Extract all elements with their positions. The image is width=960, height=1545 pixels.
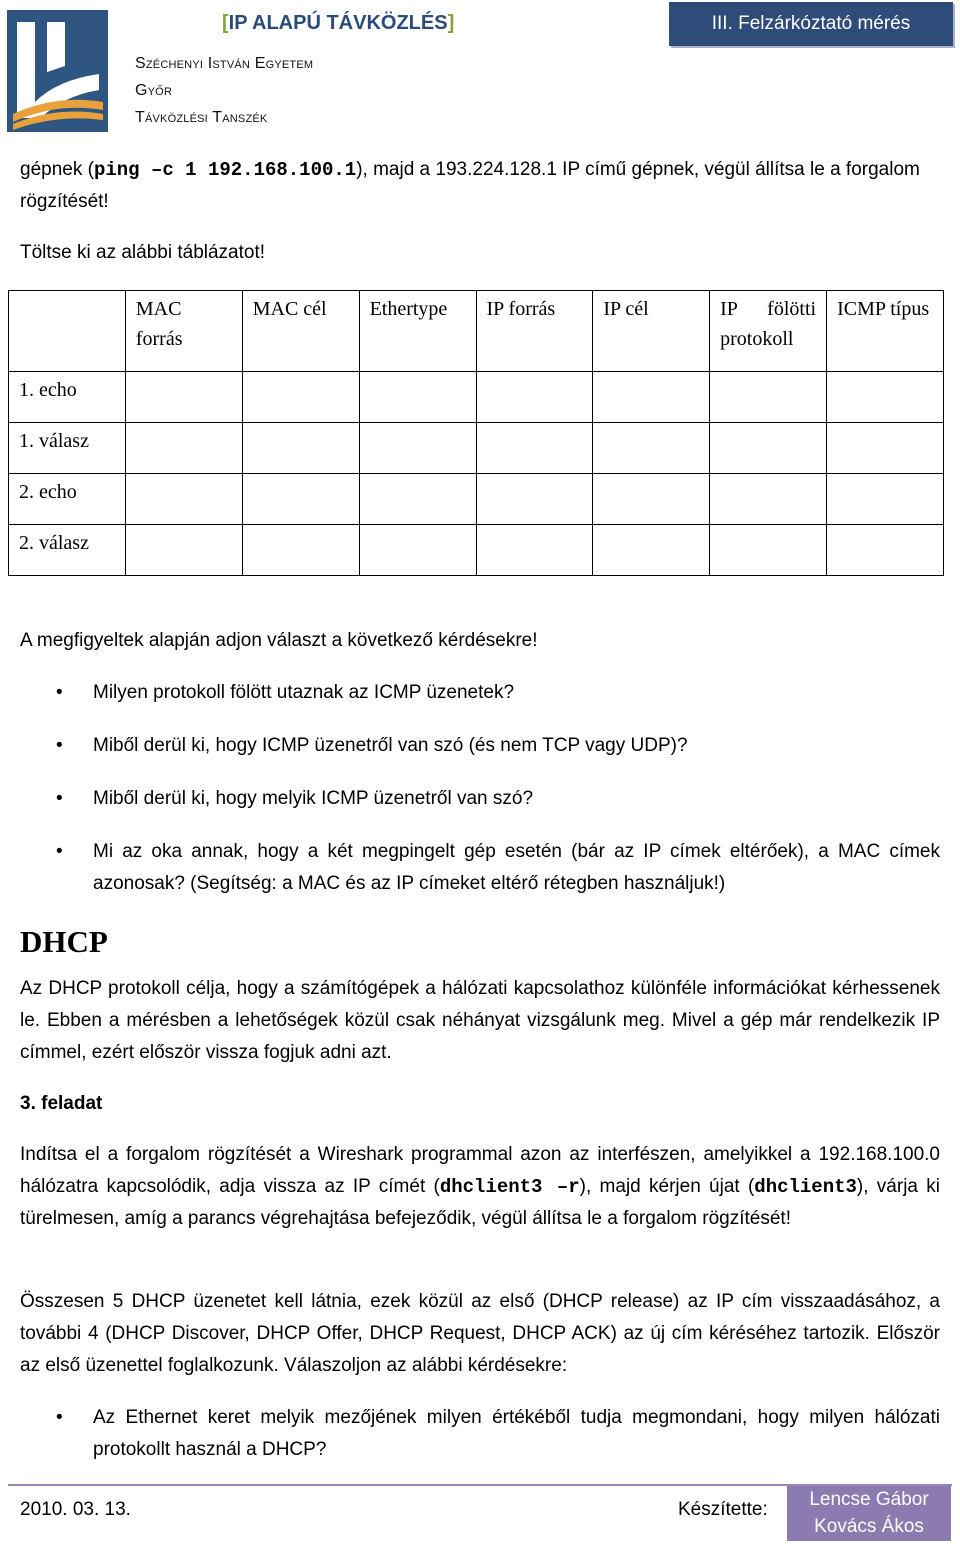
table-cell[interactable] <box>242 474 359 525</box>
footer-date: 2010. 03. 13. <box>20 1499 131 1520</box>
list-item: • Milyen protokoll fölött utaznak az ICMP üzenetek? <box>20 677 940 709</box>
row-label: 1. echo <box>9 372 126 423</box>
table-row <box>9 525 944 576</box>
table-instruction: Töltse ki az alábbi táblázatot! <box>20 242 266 263</box>
table-cell[interactable] <box>827 372 944 423</box>
list-item: • Mi az oka annak, hogy a két megpingelt gép esetén (bár az IP címek eltérőek), a MAC címek azonosak? (Segítség: a MAC és az IP címeket eltérő rétegben használjuk!) <box>20 836 940 900</box>
footer-authors <box>787 1486 951 1541</box>
dhcp-questions-list <box>20 1402 940 1466</box>
table-cell[interactable] <box>242 525 359 576</box>
table-cell[interactable] <box>593 474 710 525</box>
table-cell[interactable] <box>125 423 242 474</box>
table-header-cell: MAC forrás <box>125 291 242 372</box>
table-cell[interactable] <box>242 372 359 423</box>
questions-intro: A megfigyeltek alapján adjon választ a következő kérdésekre! <box>20 630 538 651</box>
table-cell[interactable] <box>710 423 827 474</box>
ping-command: ping –c 1 192.168.100.1 <box>93 159 357 181</box>
section-heading: DHCP <box>20 924 108 959</box>
table-header-cell: ICMP típus <box>827 291 944 372</box>
table-cell[interactable] <box>476 525 593 576</box>
list-item: • Miből derül ki, hogy melyik ICMP üzenetről van szó? <box>20 783 940 815</box>
table-header-cell <box>9 291 126 372</box>
table-header-cell: IP forrás <box>476 291 593 372</box>
table-cell[interactable] <box>242 423 359 474</box>
table-cell[interactable] <box>827 423 944 474</box>
university-line: Széchenyi István Egyetem <box>135 55 314 72</box>
intro-paragraph: gépnek (ping –c 1 192.168.100.1), majd a 193.224.128.1 IP című gépnek, végül állítsa le a forgalom rögzítését! <box>20 159 920 212</box>
table-row <box>9 423 944 474</box>
questions-list <box>20 677 940 900</box>
author-name: Lencse Gábor <box>809 1489 929 1510</box>
capture-table <box>8 290 944 576</box>
dhcp-summary: Összesen 5 DHCP üzenetet kell látnia, ezek közül az első (DHCP release) az IP cím visszaadásához, a további 4 (DHCP Discover, DHCP Offer, DHCP Request, DHCP ACK) az új cím kéréséhez tartozik. Először az első üzenettel foglalkozunk. Válaszoljon az alábbi kérdésekre: <box>20 1291 940 1376</box>
author-name: Kovács Ákos <box>814 1516 924 1537</box>
table-cell[interactable] <box>125 474 242 525</box>
list-item: • Az Ethernet keret melyik mezőjének milyen értékéből tudja megmondani, hogy milyen hálózati protokollt használ a DHCP? <box>20 1402 940 1466</box>
release-command: dhclient3 –r <box>439 1176 580 1198</box>
task-title: 3. feladat <box>20 1093 103 1114</box>
table-header-cell: IP cél <box>593 291 710 372</box>
department-line: Távközlési Tanszék <box>135 109 268 126</box>
row-label: 2. válasz <box>9 525 126 576</box>
table-row <box>9 474 944 525</box>
table-cell[interactable] <box>827 474 944 525</box>
city-line: Győr <box>135 82 173 99</box>
table-header-cell: IP fölötti protokoll <box>710 291 827 372</box>
table-cell[interactable] <box>827 525 944 576</box>
list-item: • Miből derül ki, hogy ICMP üzenetről van szó (és nem TCP vagy UDP)? <box>20 730 940 762</box>
table-header-cell: MAC cél <box>242 291 359 372</box>
table-row <box>9 372 944 423</box>
table-cell[interactable] <box>125 525 242 576</box>
table-cell[interactable] <box>359 423 476 474</box>
university-name <box>135 50 313 131</box>
document-title: [IP ALAPÚ TÁVKÖZLÉS] <box>222 12 455 34</box>
table-header-row <box>9 291 944 372</box>
task-paragraph: Indítsa el a forgalom rögzítését a Wireshark programmal azon az interfészen, amelyikkel a 192.168.100.0 hálózatra kapcsolódik, adja vissza az IP címét (dhclient3 –r), majd kérjen újat (dhclient3), várja ki türelmesen, amíg a parancs végrehajtása befejeződik, végül állítsa le a forgalom rögzítését! <box>20 1144 940 1229</box>
row-label: 1. válasz <box>9 423 126 474</box>
university-logo-icon <box>7 10 108 132</box>
table-cell[interactable] <box>476 474 593 525</box>
table-cell[interactable] <box>593 423 710 474</box>
footer-made-by-label: Készítette: <box>678 1499 768 1520</box>
table-cell[interactable] <box>593 525 710 576</box>
table-cell[interactable] <box>359 525 476 576</box>
table-cell[interactable] <box>710 525 827 576</box>
table-cell[interactable] <box>476 423 593 474</box>
table-cell[interactable] <box>593 372 710 423</box>
request-command: dhclient3 <box>754 1176 857 1198</box>
table-cell[interactable] <box>359 474 476 525</box>
measurement-label: III. Felzárkóztató mérés <box>669 2 953 46</box>
table-cell[interactable] <box>359 372 476 423</box>
dhcp-intro: Az DHCP protokoll célja, hogy a számítógépek a hálózati kapcsolathoz különféle információkat kérhessenek le. Ebben a mérésben a lehetőségek közül csak néhányat vizsgálunk meg. Mivel a gép már rendelkezik IP címmel, ezért először vissza fogjuk adni azt. <box>20 978 940 1063</box>
table-cell[interactable] <box>476 372 593 423</box>
table-cell[interactable] <box>710 372 827 423</box>
table-cell[interactable] <box>710 474 827 525</box>
row-label: 2. echo <box>9 474 126 525</box>
table-header-cell: Ethertype <box>359 291 476 372</box>
table-cell[interactable] <box>125 372 242 423</box>
